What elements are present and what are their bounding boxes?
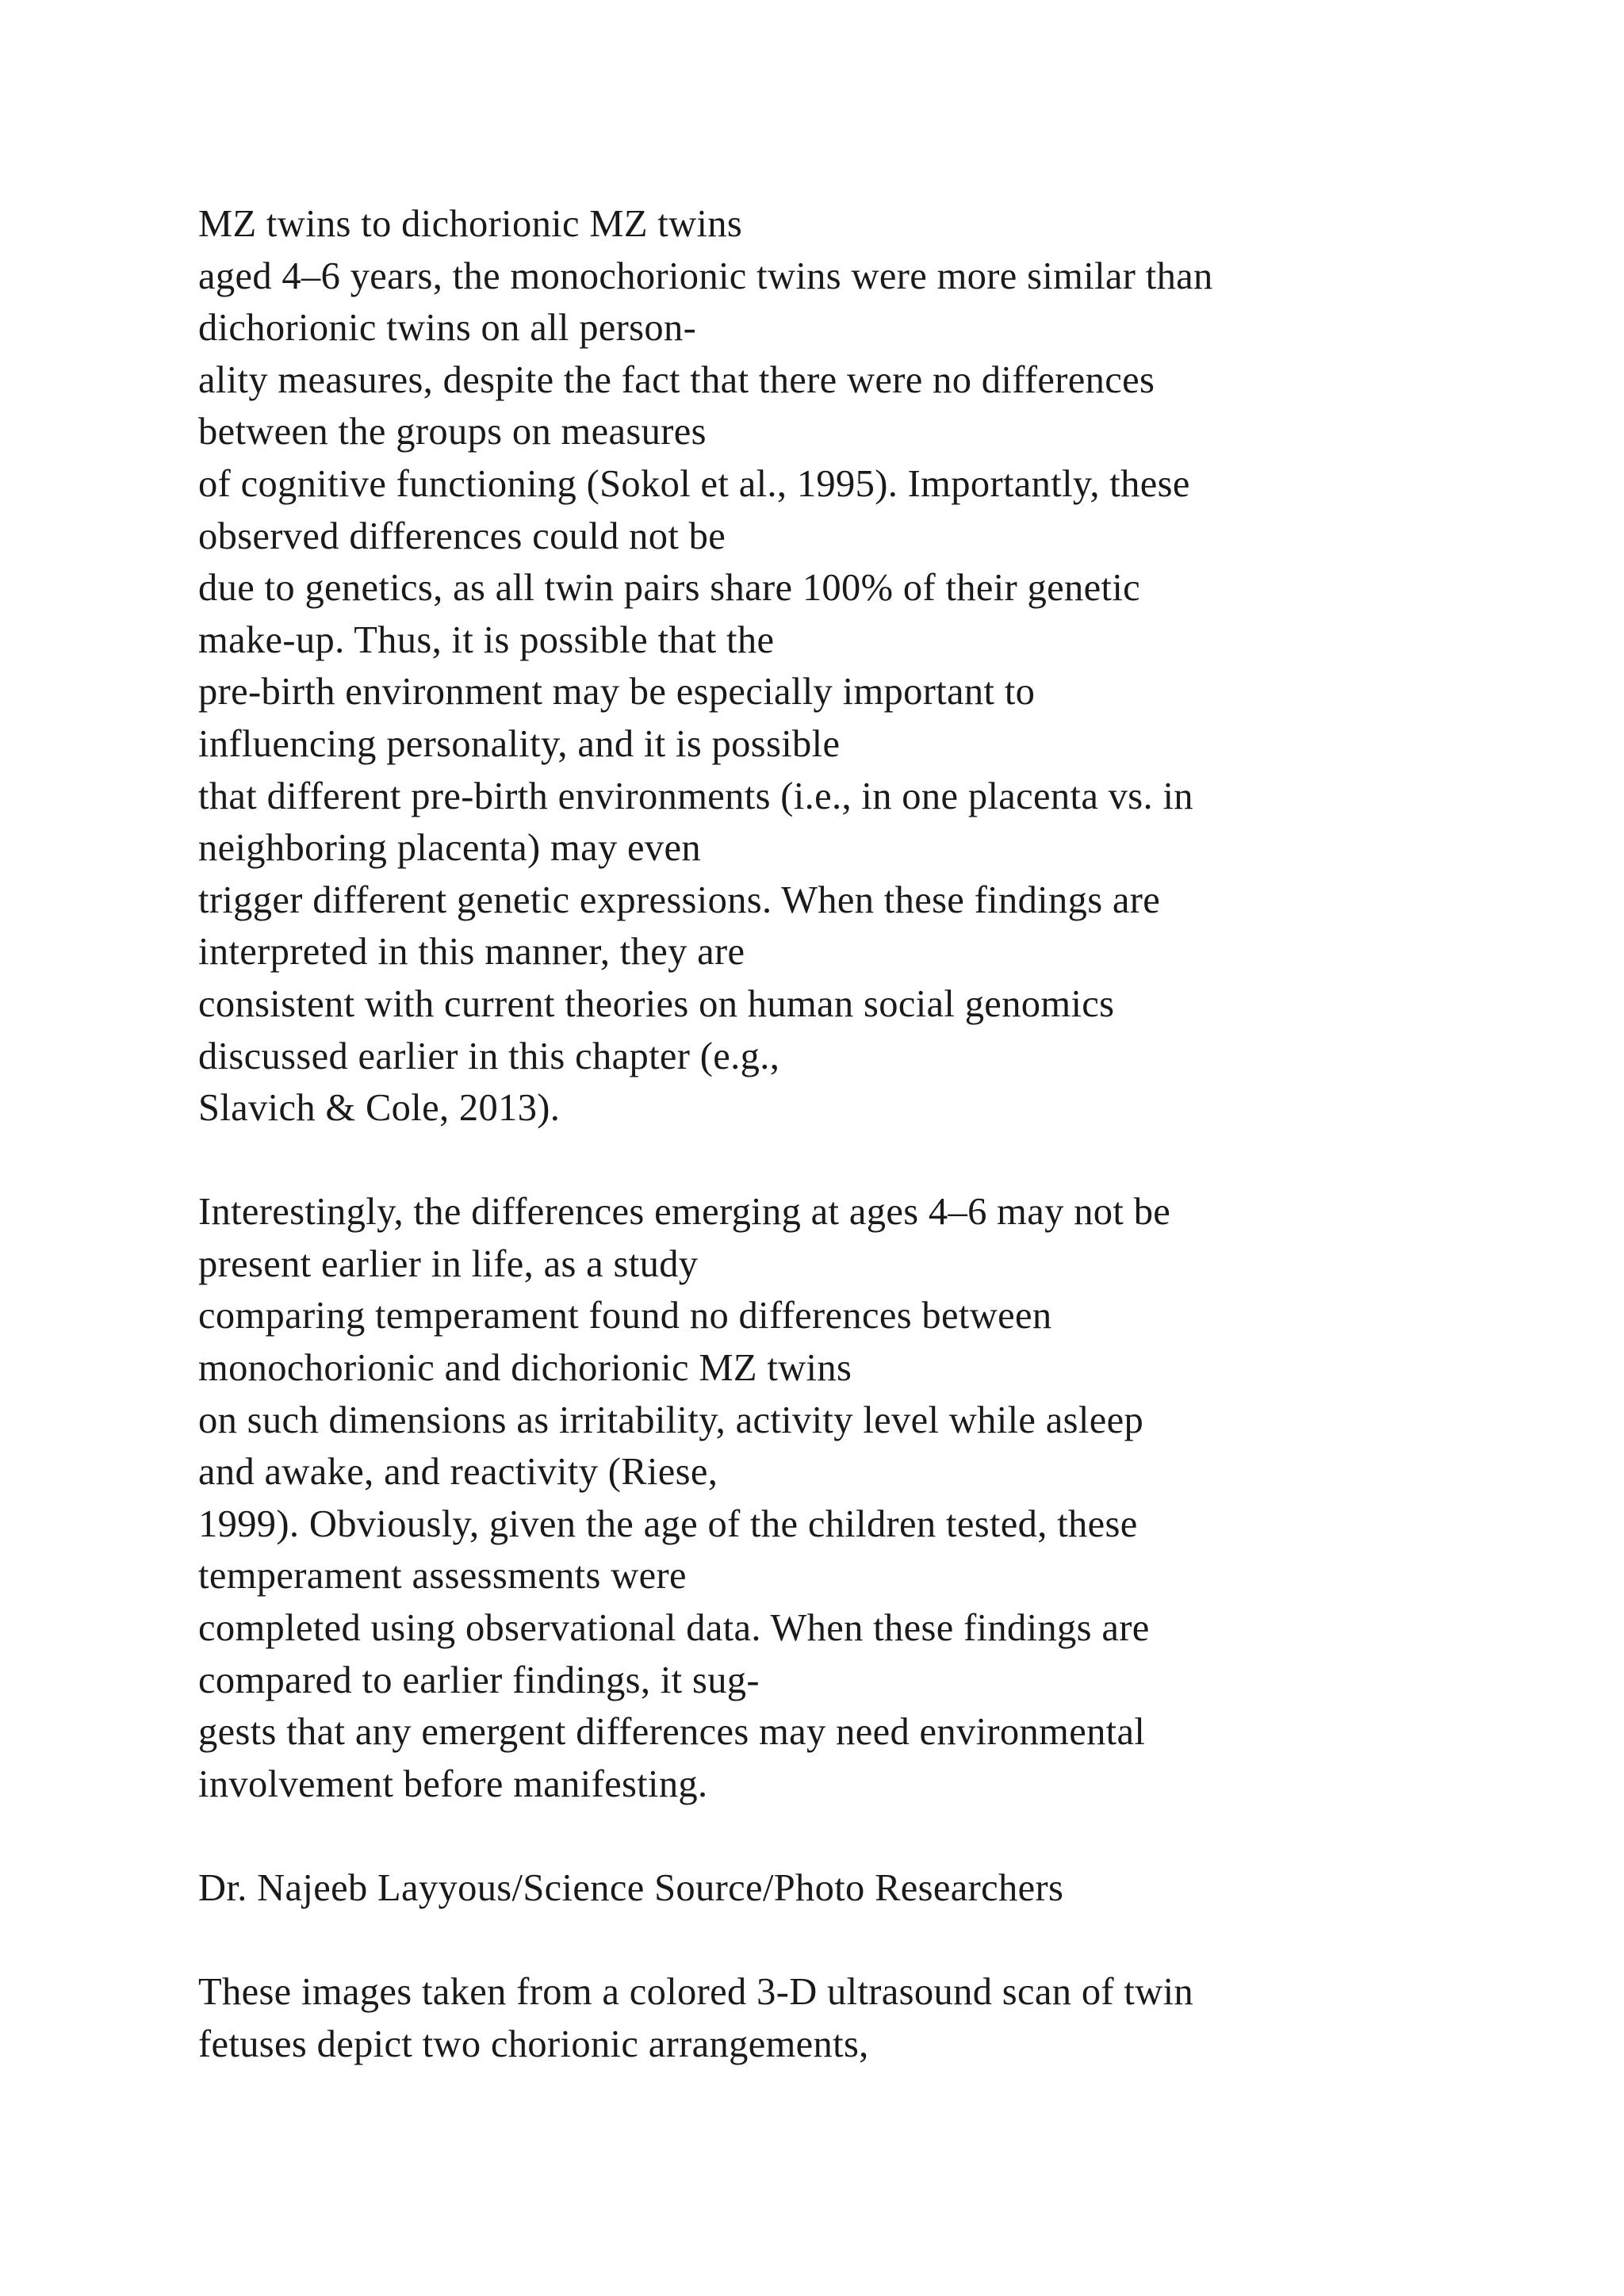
paragraph-twin-personality xyxy=(198,198,1546,1135)
paragraph-gap xyxy=(198,1810,1546,1862)
text-line: influencing personality, and it is possible xyxy=(198,722,841,765)
text-line: neighboring placenta) may even xyxy=(198,827,702,870)
text-line: on such dimensions as irritability, activity level while asleep xyxy=(198,1399,1144,1441)
image-caption xyxy=(198,1966,1546,2070)
text-line: of cognitive functioning (Sokol et al., 1995). Importantly, these xyxy=(198,462,1190,505)
text-line: MZ twins to dichorionic MZ twins xyxy=(198,203,743,245)
paragraph-gap xyxy=(198,1915,1546,1967)
text-line: ality measures, despite the fact that there were no differences xyxy=(198,358,1155,401)
text-line: that different pre-birth environments (i.e., in one placenta vs. in xyxy=(198,775,1193,817)
text-line: consistent with current theories on human social genomics xyxy=(198,982,1115,1025)
text-line: trigger different genetic expressions. When these findings are xyxy=(198,878,1161,921)
text-line: gests that any emergent differences may need environmental xyxy=(198,1711,1146,1754)
document-body xyxy=(198,198,1546,2070)
text-line: comparing temperament found no differences between xyxy=(198,1295,1052,1337)
text-line: fetuses depict two chorionic arrangements, xyxy=(198,2022,869,2065)
text-line: involvement before manifesting. xyxy=(198,1762,708,1805)
text-line: dichorionic twins on all person- xyxy=(198,307,697,350)
text-line: temperament assessments were xyxy=(198,1555,687,1598)
text-line: 1999). Obviously, given the age of the children tested, these xyxy=(198,1502,1138,1545)
paragraph-gap xyxy=(198,1135,1546,1187)
text-line: These images taken from a colored 3-D ultrasound scan of twin xyxy=(198,1971,1194,2014)
text-line: due to genetics, as all twin pairs share 100% of their genetic xyxy=(198,567,1141,610)
text-line: Slavich & Cole, 2013). xyxy=(198,1087,561,1130)
text-line: completed using observational data. When these findings are xyxy=(198,1607,1150,1650)
text-line: make-up. Thus, it is possible that the xyxy=(198,618,775,661)
text-line: Interestingly, the differences emerging at ages 4–6 may not be xyxy=(198,1191,1171,1234)
text-line: observed differences could not be xyxy=(198,515,726,557)
paragraph-temperament xyxy=(198,1186,1546,1810)
text-line: compared to earlier findings, it sug- xyxy=(198,1659,760,1701)
text-line: discussed earlier in this chapter (e.g., xyxy=(198,1035,780,1077)
text-line: Dr. Najeeb Layyous/Science Source/Photo Researchers xyxy=(198,1867,1064,1909)
text-line: between the groups on measures xyxy=(198,411,707,453)
text-line: interpreted in this manner, they are xyxy=(198,931,745,974)
text-line: pre-birth environment may be especially important to xyxy=(198,671,1036,714)
text-line: and awake, and reactivity (Riese, xyxy=(198,1451,718,1494)
text-line: monochorionic and dichorionic MZ twins xyxy=(198,1347,852,1390)
text-line: aged 4–6 years, the monochorionic twins were more similar than xyxy=(198,254,1213,297)
text-line: present earlier in life, as a study xyxy=(198,1242,699,1285)
photo-credit xyxy=(198,1862,1546,1915)
